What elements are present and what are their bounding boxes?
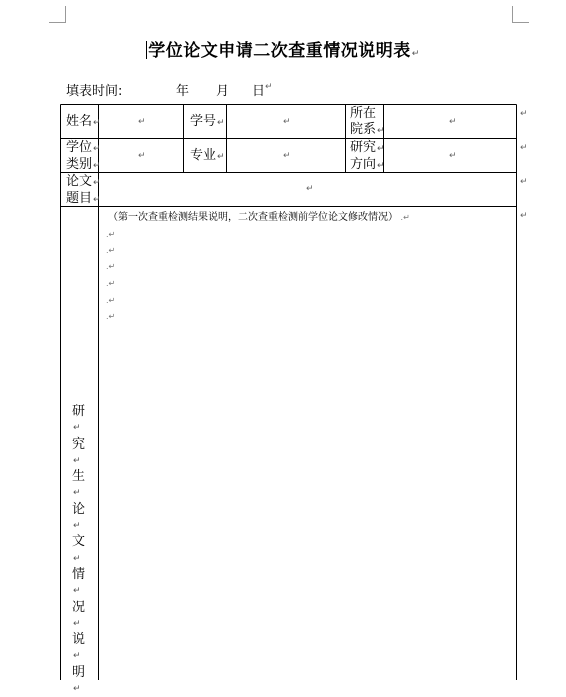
year-label: 年 (176, 84, 190, 99)
paragraph-mark-icon: ↵ (265, 82, 273, 92)
explanation-note: （第一次查重检测结果说明，二次查重检测前学位论文修改情况） .↵ (108, 212, 410, 223)
major-field[interactable]: ↵ (283, 151, 291, 161)
empty-paragraph-mark-icon[interactable]: .↵ (106, 279, 116, 288)
degree-type-label: 学位↵ 类别↵ (66, 140, 101, 172)
department-label: 所在 院系↵ (350, 106, 385, 137)
thesis-title-field[interactable]: ↵ (306, 184, 314, 194)
research-direction-label: 研究↵ 方向↵ (350, 140, 385, 172)
row-end-mark-icon: ↵ (520, 143, 528, 153)
row-end-mark-icon: ↵ (520, 211, 528, 221)
department-field[interactable]: ↵ (449, 117, 457, 127)
empty-paragraph-mark-icon[interactable]: .↵ (106, 230, 116, 239)
empty-paragraph-mark-icon[interactable]: .↵ (106, 246, 116, 255)
name-label: 姓名↵ (66, 114, 101, 129)
fill-time-label: 填表时间: (66, 84, 123, 99)
research-direction-field[interactable]: ↵ (449, 151, 457, 161)
empty-paragraph-mark-icon[interactable]: .↵ (106, 296, 116, 305)
row-end-mark-icon: ↵ (520, 109, 528, 119)
day-label: 日 (252, 84, 266, 99)
paragraph-mark-icon: ↵ (411, 49, 420, 59)
thesis-title-label: 论文↵ 题目↵ (66, 174, 101, 206)
student-id-field[interactable]: ↵ (283, 117, 291, 127)
degree-type-field[interactable]: ↵ (138, 151, 146, 161)
month-label: 月 (216, 84, 230, 99)
student-id-label: 学号↵ (190, 114, 225, 129)
major-label: 专业↵ (190, 148, 225, 163)
row-end-mark-icon: ↵ (520, 177, 528, 187)
graduate-thesis-explanation-label: 研 ↵ 究 ↵ 生 ↵ 论 ↵ 文 ↵ 情 ↵ 况 ↵ 说 ↵ 明 ↵ (72, 404, 86, 695)
empty-paragraph-mark-icon[interactable]: .↵ (106, 262, 116, 271)
document-title[interactable]: 学位论文申请二次查重情况说明表↵ (148, 41, 420, 61)
empty-paragraph-mark-icon[interactable]: .↵ (106, 312, 116, 321)
name-field[interactable]: ↵ (138, 117, 146, 127)
